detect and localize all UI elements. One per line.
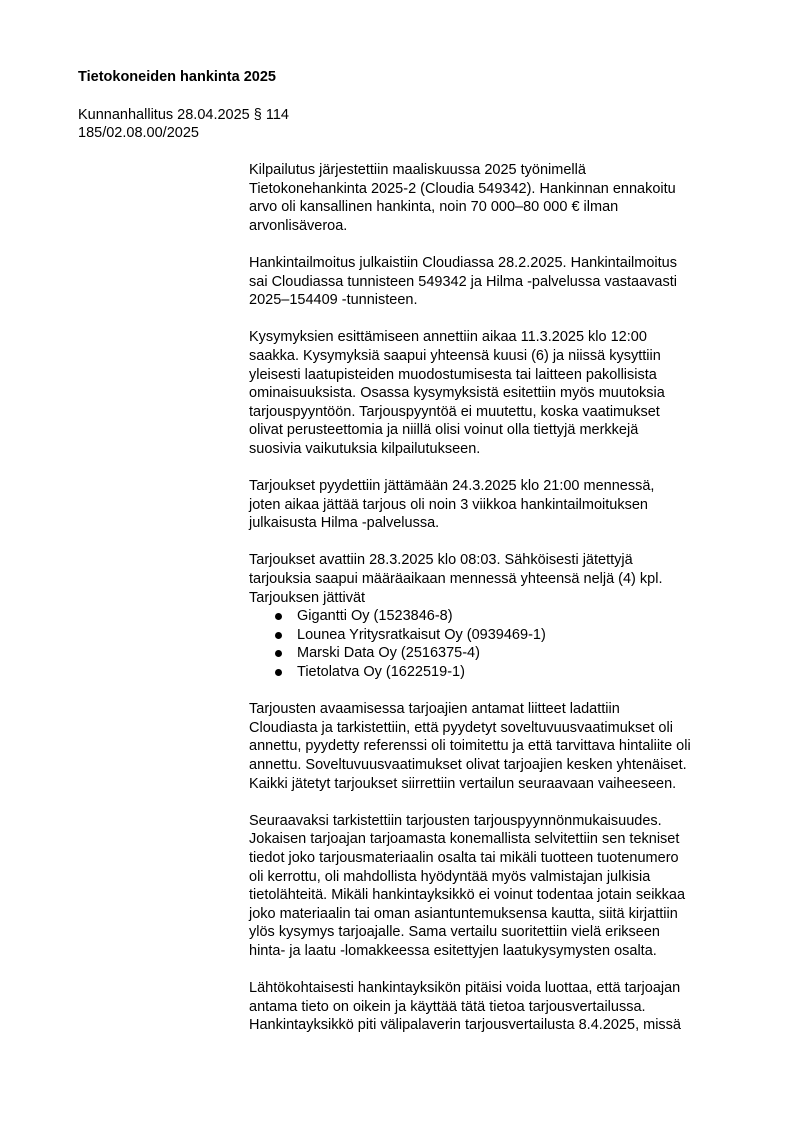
paragraph-opening — [249, 551, 749, 607]
text-line: oli kerrottu, oli mahdollista hyödyntää myös valmistajan julkisia — [249, 868, 651, 885]
text-line: ominaisuuksista. Osassa kysymyksistä esitettiin myös muutoksia — [249, 385, 665, 402]
text-line: annettu. Soveltuvuusvaatimukset olivat tarjoajien kesken yhtenäiset. — [249, 757, 687, 773]
text-line: Lähtökohtaisesti hankintayksikön pitäisi voida luottaa, että tarjoajan — [249, 980, 681, 997]
bidder-item — [249, 607, 749, 626]
paragraph-trust — [249, 979, 749, 1035]
text-line: antama tieto on oikein ja käyttää tätä tietoa tarjousvertailussa. — [249, 998, 646, 1015]
text-line: arvonlisäveroa. — [249, 217, 348, 234]
bidder-item — [249, 644, 749, 663]
bullet-icon — [275, 650, 282, 657]
paragraph-attachments — [249, 700, 749, 793]
text-line: tarjouksia saapui määräaikaan mennessä yhteensä neljä (4) kpl. — [249, 571, 663, 588]
record-number: 185/02.08.00/2025 — [78, 125, 199, 141]
text-line: 2025–154409 -tunnisteen. — [249, 292, 418, 309]
text-line: hinta- ja laatu -lomakkeessa esitettyjen laatukysymysten osalta. — [249, 942, 657, 959]
bidder-item — [249, 663, 749, 682]
text-line: Cloudiasta ja tarkistettiin, että pyydetyt soveltuvuusvaatimukset oli — [249, 719, 673, 736]
text-line: Hankintayksikkö piti välipalaverin tarjousvertailusta 8.4.2025, missä — [249, 1017, 681, 1034]
paragraph-conformity — [249, 812, 749, 961]
bidder-name: Tietolatva Oy (1622519-1) — [297, 664, 465, 681]
paragraph-deadline — [249, 477, 749, 533]
text-line: Tarjoukset avattiin 28.3.2025 klo 08:03. Sähköisesti jätettyjä — [249, 552, 633, 569]
text-line: Tarjousten avaamisessa tarjoajien antamat liitteet ladattiin — [249, 701, 620, 718]
text-line: Seuraavaksi tarkistettiin tarjousten tarjouspyynnönmukaisuudes. — [249, 812, 662, 829]
text-line: Kilpailutus järjestettiin maaliskuussa 2025 työnimellä — [249, 162, 586, 178]
text-line: joten aikaa jättää tarjous oli noin 3 viikkoa hankintailmoituksen — [249, 496, 648, 513]
bidder-name: Lounea Yritysratkaisut Oy (0939469-1) — [297, 626, 546, 643]
bullet-icon — [275, 613, 282, 620]
paragraph-competition — [249, 161, 749, 235]
text-line: olivat perusteettomia ja niillä olisi voinut olla tiettyjä merkkejä — [249, 422, 639, 439]
paragraph-notice — [249, 254, 749, 310]
document-title: Tietokoneiden hankinta 2025 — [78, 69, 276, 85]
text-line: tietolähteitä. Mikäli hankintayksikkö ei voinut todentaa jotain seikkaa — [249, 887, 686, 904]
bidder-item — [249, 626, 749, 645]
text-line: tarjouspyyntöön. Tarjouspyyntöä ei muutettu, koska vaatimukset — [249, 403, 660, 420]
bullet-icon — [275, 669, 282, 676]
text-line: tiedot joko tarjousmateriaalin osalta tai mikäli tuotteen tuotenumero — [249, 849, 679, 866]
text-line: sai Cloudiassa tunnisteen 549342 ja Hilma -palvelussa vastaavasti — [249, 273, 677, 290]
text-line: yleisesti laatupisteiden muodostumisesta tai laitteen pakollisista — [249, 366, 657, 383]
document-body — [249, 161, 749, 1054]
bullet-icon — [275, 632, 282, 639]
bidder-name: Marski Data Oy (2516375-4) — [297, 645, 480, 662]
text-line: Hankintailmoitus julkaistiin Cloudiassa 28.2.2025. Hankintailmoitus — [249, 254, 677, 271]
bidder-list — [249, 607, 749, 681]
text-line: Kysymyksien esittämiseen annettiin aikaa 11.3.2025 klo 12:00 — [249, 329, 647, 346]
text-line: Tietokonehankinta 2025-2 (Cloudia 549342). Hankinnan ennakoitu — [249, 180, 676, 197]
text-line: joko materiaalin tai oman asiantuntemuksensa kautta, siitä kirjattiin — [249, 905, 678, 922]
text-line: annettu, pyydetty referenssi oli toimitettu ja että tarvittava hintaliite oli — [249, 738, 691, 755]
text-line: Jokaisen tarjoajan tarjoamasta konemallista selvitettiin sen tekniset — [249, 831, 680, 848]
text-line: arvo oli kansallinen hankinta, noin 70 000–80 000 € ilman — [249, 199, 619, 216]
document-meta — [78, 106, 289, 142]
text-line: Kaikki jätetyt tarjoukset siirrettiin vertailun seuraavaan vaiheeseen. — [249, 775, 677, 792]
text-line: saakka. Kysymyksiä saapui yhteensä kuusi (6) ja niissä kysyttiin — [249, 347, 661, 364]
text-line: Tarjoukset pyydettiin jättämään 24.3.2025 klo 21:00 mennessä, — [249, 478, 655, 495]
text-line: julkaisusta Hilma -palvelussa. — [249, 515, 440, 532]
bidder-name: Gigantti Oy (1523846-8) — [297, 608, 453, 625]
paragraph-questions — [249, 328, 749, 458]
text-line: Tarjouksen jättivät — [249, 589, 366, 606]
text-line: suosivia vaikutuksia kilpailutukseen. — [249, 440, 481, 457]
meeting-line: Kunnanhallitus 28.04.2025 § 114 — [78, 107, 289, 123]
text-line: ylös kysymys tarjoajalle. Sama vertailu suoritettiin vielä erikseen — [249, 924, 660, 941]
